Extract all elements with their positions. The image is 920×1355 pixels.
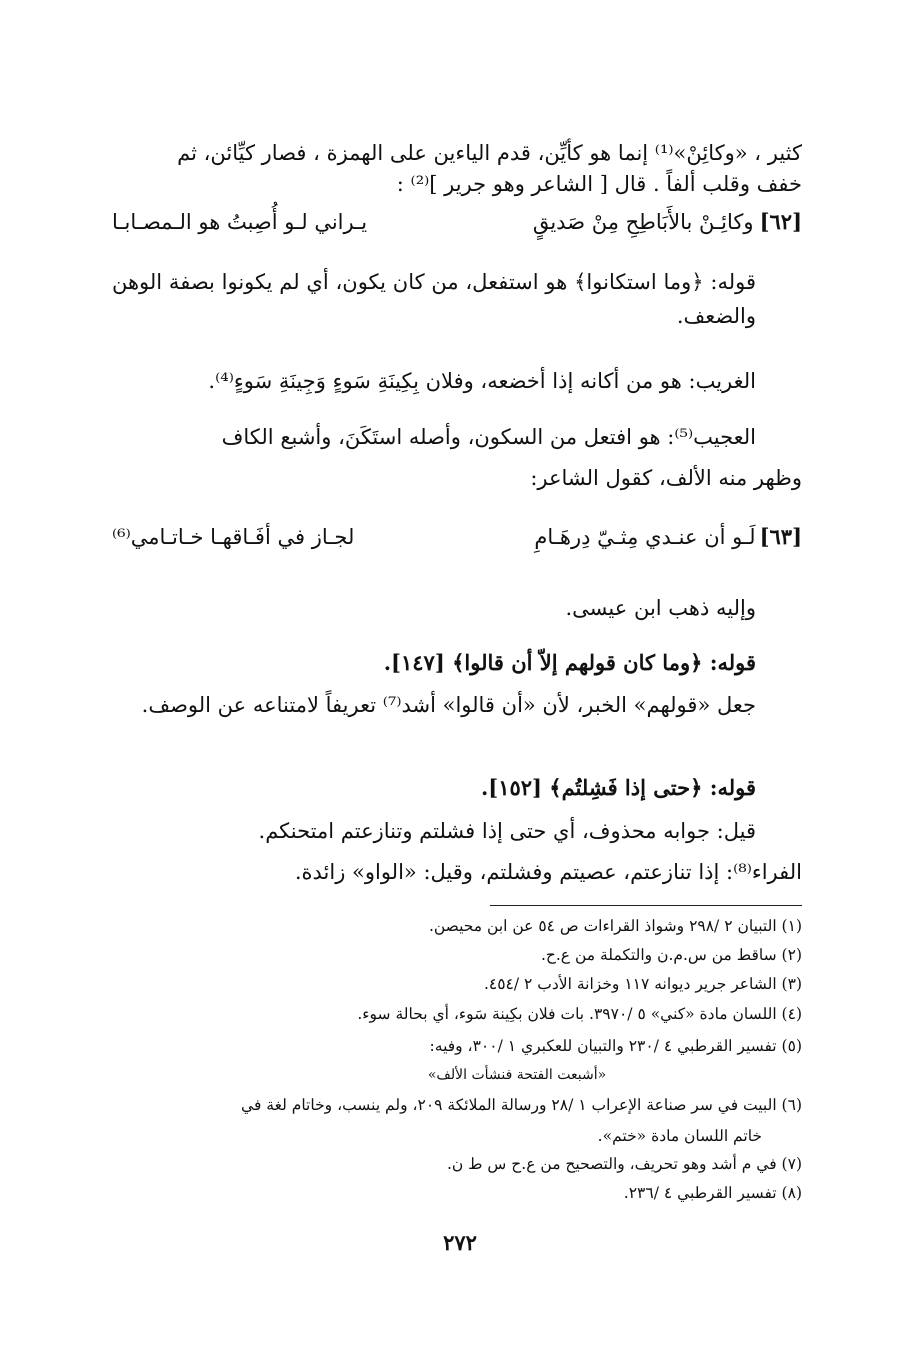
footnote-6: (٦) البيت في سر صناعة الإعراب ١ /٢٨ ورسالة الملائكة ٢٠٩، ولم ينسب، وخاتام لغة في [241,1096,802,1114]
footnote-1: (١) التبيان ٢ /٢٩٨ وشواذ القراءات ص ٥٤ عن ابن محيصن. [428,917,802,935]
paragraph-1-line-1: كثير ، «وكائِنْ»⁽¹⁾ إنما هو كأيِّن، قدم الياءين على الهمزة ، فصار كيِّائن، ثم [177,141,802,165]
paragraph-6: قوله: ﴿وما كان قولهم إلاّ أن قالوا﴾ [١٤٧]. [383,650,756,675]
verse-number: [٦٢] [759,209,802,234]
footnote-2: (٢) ساقط من س.م.ن والتكملة من ع.ح. [540,946,802,964]
paragraph-1-line-2: خفف وقلب ألفاً . قال [ الشاعر وهو جرير ]⁽²⁾ : [396,172,802,196]
paragraph-7: جعل «قولهم» الخبر، لأن «أن قالوا» أشد⁽⁷⁾ تعريفاً لامتناعه عن الوصف. [141,693,756,717]
verse-62 [112,207,802,237]
verse-hemistich-second: يـراني لـو أُصِبتُ هو الـمصـابـا [112,210,368,234]
footnote-6-continued: خاتم اللسان مادة «ختم». [597,1127,762,1145]
verse-hemistich-first: وكائِـنْ بالأَبَاطِحِ مِنْ صَديقٍ [532,210,754,234]
footnote-separator [490,905,802,906]
verse-hemistich-second: لجـاز في أفَـاقهـا خـاتـامي⁽⁶⁾ [112,525,355,549]
paragraph-4-line-2: وظهر منه الألف، كقول الشاعر: [530,466,802,490]
paragraph-4-line-1: العجيب⁽⁵⁾: هو افتعل من السكون، وأصله استَكَنَ، وأشبع الكاف [221,425,756,449]
paragraph-8: قوله: ﴿حتى إذا فَشِلتُم﴾ [١٥٢]. [480,775,756,800]
footnote-7: (٧) في م أشد وهو تحريف، والتصحيح من ع.ح س ط ن. [446,1155,802,1173]
paragraph-2: قوله: ﴿وما استكانوا﴾ هو استفعل، من كان يكون، أي لم يكونوا بصفة الوهن والضعف. [112,270,756,328]
footnote-5-quote: «أشبعت الفتحة فنشأت الألف» [427,1067,607,1083]
paragraph-10: الفراء⁽⁸⁾: إذا تنازعتم، عصيتم وفشلتم، وقيل: «الواو» زائدة. [294,860,802,884]
footnote-5: (٥) تفسير القرطبي ٤ /٢٣٠ والتبيان للعكبري ١ /٣٠٠، وفيه: [429,1037,802,1055]
verse-63 [112,522,802,552]
footnote-3: (٣) الشاعر جرير ديوانه ١١٧ وخزانة الأدب ٢ /٤٥٤. [483,975,802,993]
paragraph-5: وإليه ذهب ابن عيسى. [565,596,756,620]
verse-number: [٦٣] [759,524,802,549]
verse-hemistich-first: لَـو أن عنـدي مِثـيّ دِرهَـامِ [534,525,756,549]
footnote-4: (٤) اللسان مادة «كني» ٥ /٣٩٧٠. بات فلان بكِينة سَوء، أي بحالة سوء. [357,1005,802,1023]
footnote-8: (٨) تفسير القرطبي ٤ /٢٣٦. [623,1184,802,1202]
page-number: ٢٧٢ [443,1230,477,1255]
paragraph-9: قيل: جوابه محذوف، أي حتى إذا فشلتم وتنازعتم امتحنكم. [258,819,756,843]
paragraph-3: الغريب: هو من أكانه إذا أخضعه، وفلان بِكِينَةِ سَوءٍ وَجِينَةِ سَوءٍ⁽⁴⁾. [208,369,756,393]
